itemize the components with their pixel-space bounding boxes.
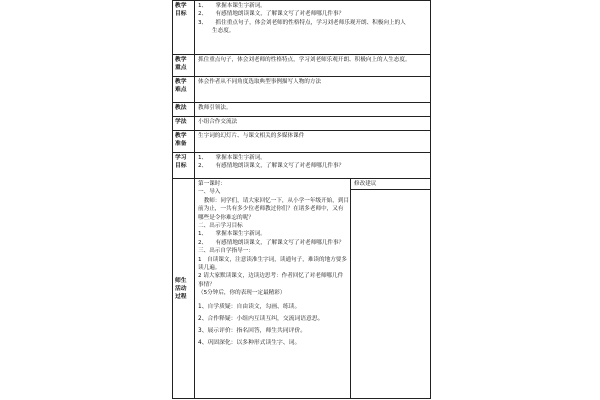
process-line: 2 请大家默读课文，边读边思考：作者回忆了对老师哪几件 [198, 273, 344, 280]
study-goals-content [195, 153, 431, 179]
process-step: 3、展示评价：指名回答，师生共同评价。 [198, 327, 307, 334]
key-content: 抓住重点句子，体会刘老师的性格特点，学习刘老师乐观开朗、积极向上的人生态度。 [195, 55, 431, 77]
process-line: 1、 掌握本课生字新词。 [198, 231, 266, 238]
prep-content: 生字词的幻灯片、与课文相关的多媒体课件 [195, 131, 431, 153]
learn-method-label: 学法 [173, 117, 195, 131]
process-content [195, 179, 351, 399]
process-step: 2、合作释疑：小组内互读互纠，交流词语意思。 [198, 315, 324, 322]
prep-label: 教学准备 [173, 131, 195, 153]
learn-method-content: 小组合作交流法 [195, 117, 431, 131]
lesson-plan-sheet [172, 0, 430, 400]
goals-line: 2、 有感情地朗读课文，了解课文写了对老师哪几件事？ [198, 11, 345, 18]
study-goals-label: 学习目标 [173, 153, 195, 179]
teach-method-content: 教师引领法。 [195, 103, 431, 117]
process-line: 二、出示学习目标 [198, 223, 243, 230]
difficulty-content: 体会作者从不同角度选取典型事例描写人物的方法 [195, 77, 431, 103]
process-line: 三、出示自学指导一： [198, 248, 254, 255]
goals-line: 生态度。 [212, 28, 235, 35]
goals-label: 教学目标 [173, 1, 195, 55]
revision-column [351, 179, 431, 399]
process-line: 读几遍。 [198, 265, 221, 272]
revision-header: 修改建议 [351, 179, 430, 190]
process-line: 1 自读课文，注意读准生字词，读通句子，难读的地方要多 [198, 256, 347, 263]
process-line: 前为止，一共有多少位老师教过你们？在诸多老师中，又有 [198, 206, 344, 213]
study-goals-line: 2、 有感情地朗读课文，了解课文写了对老师哪几件事？ [198, 163, 345, 170]
process-line: 哪些是令你难忘的呢？ [198, 214, 254, 221]
teach-method-label: 教法 [173, 103, 195, 117]
process-step: 1、自学质疑：自由读文，勾画、练读。 [198, 303, 301, 310]
lesson-plan-table [172, 0, 431, 399]
key-label: 教学重点 [173, 55, 195, 77]
process-label: 师生活动过程 [173, 179, 195, 399]
goals-line: 3、 抓住重点句子，体会刘老师的性格特点，学习刘老师乐观开朗、积极向上的人 [198, 19, 406, 26]
study-goals-line: 1、 掌握本课生字新词。 [198, 155, 266, 161]
process-line: 2、 有感情地朗读课文，了解课文写了对老师哪几件事？ [198, 239, 345, 246]
goals-line: 1、 掌握本课生字新词。 [198, 3, 266, 9]
process-step: 4、巩固深化：以多种形式读生字、词。 [198, 339, 301, 346]
process-line: 教师：同学们，请大家回忆一下，从小学一年级开始，到目 [198, 197, 350, 204]
process-line: 事情？ [198, 281, 215, 288]
difficulty-label: 教学难点 [173, 77, 195, 103]
process-line: 一、导入 [198, 189, 221, 196]
process-line: 第一课时： [198, 181, 226, 187]
goals-content [195, 1, 431, 55]
process-line: （5分钟后，你的表现一定最精彩） [198, 290, 286, 297]
